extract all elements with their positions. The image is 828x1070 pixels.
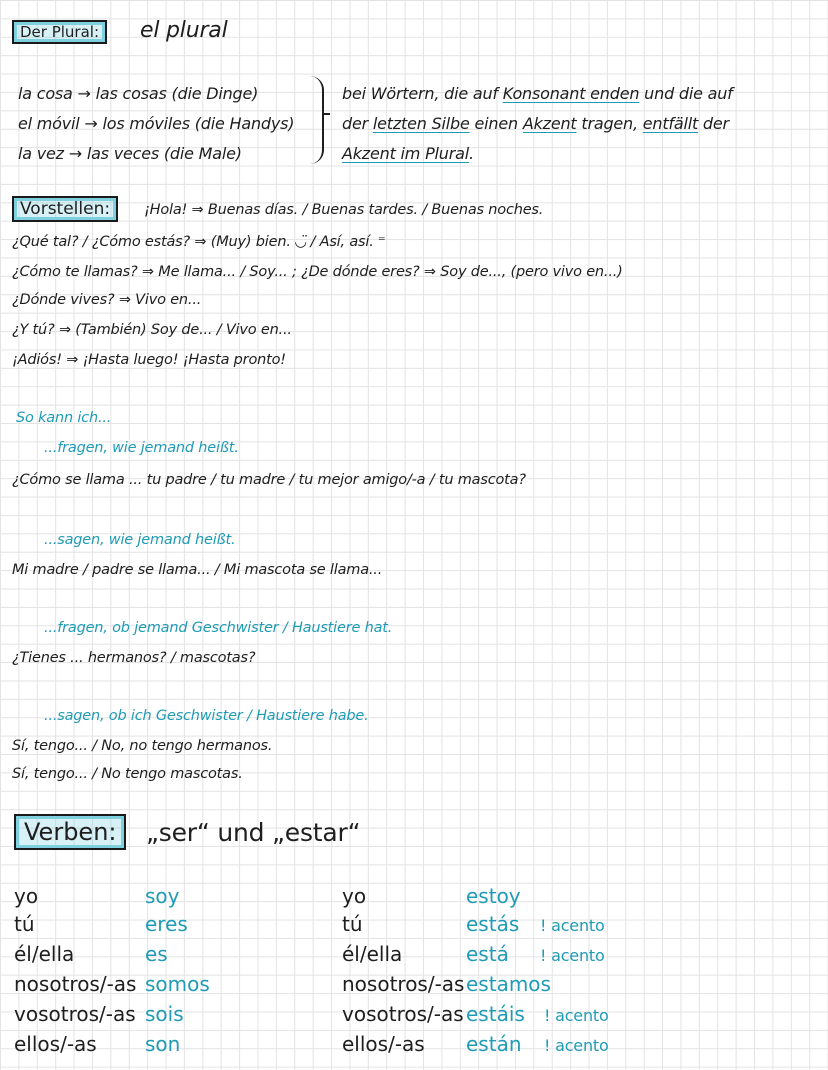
- accent-mark-icon: !: [540, 946, 547, 965]
- estar-pronoun-nosotros: nosotros/-as: [342, 972, 465, 996]
- plural-example-2: el móvil → los móviles (die Handys): [18, 114, 295, 133]
- ask-siblings-example: ¿Tienes ... hermanos? / mascotas?: [12, 650, 256, 666]
- intro-line-2: ¿Qué tal? / ¿Cómo estás? ⇒ (Muy) bien. ◡̈ / Así, así. ⁼: [12, 234, 386, 250]
- intro-line-6: ¡Adiós! ⇒ ¡Hasta luego! ¡Hasta pronto!: [12, 352, 286, 368]
- say-siblings-example-1: Sí, tengo... / No, no tengo hermanos.: [12, 738, 273, 754]
- estar-form-el: está: [466, 942, 509, 966]
- accent-note-estan: ! acento: [544, 1036, 609, 1055]
- ser-form-vosotros: sois: [145, 1002, 184, 1026]
- estar-form-yo: estoy: [466, 884, 521, 908]
- verbs-heading: Verben:: [14, 814, 126, 850]
- ser-pronoun-yo: yo: [14, 884, 39, 908]
- ser-pronoun-el: él/ella: [14, 942, 75, 966]
- estar-pronoun-el: él/ella: [342, 942, 403, 966]
- accent-mark-icon: !: [540, 916, 547, 935]
- accent-mark-icon: !: [544, 1036, 551, 1055]
- plural-heading: Der Plural:: [12, 20, 107, 44]
- estar-form-vosotros: estáis: [466, 1002, 525, 1026]
- ask-name-label: ...fragen, wie jemand heißt.: [44, 440, 239, 456]
- accent-note-esta: ! acento: [540, 946, 605, 965]
- estar-pronoun-tu: tú: [342, 912, 363, 936]
- intro-line-5: ¿Y tú? ⇒ (También) Soy de... / Vivo en...: [12, 322, 292, 338]
- intro-line-1: ¡Hola! ⇒ Buenas días. / Buenas tardes. / Buenas noches.: [144, 202, 544, 218]
- intro-line-4: ¿Dónde vives? ⇒ Vivo en...: [12, 292, 202, 308]
- ser-form-ellos: son: [145, 1032, 181, 1056]
- plural-rule-line-1: bei Wörtern, die auf Konsonant enden und die auf: [342, 84, 733, 103]
- estar-pronoun-vosotros: vosotros/-as: [342, 1002, 464, 1026]
- verbs-title: „ser“ und „estar“: [146, 818, 361, 847]
- ser-form-yo: soy: [145, 884, 180, 908]
- plural-example-3: la vez → las veces (die Male): [18, 144, 242, 163]
- plural-example-1: la cosa → las cosas (die Dinge): [18, 84, 259, 103]
- say-name-example: Mi madre / padre se llama... / Mi mascota se llama...: [12, 562, 383, 578]
- estar-pronoun-yo: yo: [342, 884, 367, 908]
- accent-mark-icon: !: [544, 1006, 551, 1025]
- ser-form-nosotros: somos: [145, 972, 210, 996]
- ser-pronoun-vosotros: vosotros/-as: [14, 1002, 136, 1026]
- say-name-label: ...sagen, wie jemand heißt.: [44, 532, 236, 548]
- say-siblings-example-2: Sí, tengo... / No tengo mascotas.: [12, 766, 243, 782]
- estar-form-nosotros: estamos: [466, 972, 551, 996]
- ask-siblings-label: ...fragen, ob jemand Geschwister / Haustiere hat.: [44, 620, 393, 636]
- ser-pronoun-tu: tú: [14, 912, 35, 936]
- plural-title: el plural: [140, 18, 228, 43]
- brace-tip: [322, 113, 330, 115]
- phrases-intro: So kann ich...: [16, 410, 112, 426]
- brace: [308, 76, 324, 164]
- plural-rule-line-2: der letzten Silbe einen Akzent tragen, entfällt der: [342, 114, 729, 133]
- ser-pronoun-nosotros: nosotros/-as: [14, 972, 137, 996]
- intro-line-3: ¿Cómo te llamas? ⇒ Me llama... / Soy... ; ¿De dónde eres? ⇒ Soy de..., (pero vivo en...): [12, 264, 623, 280]
- ser-pronoun-ellos: ellos/-as: [14, 1032, 97, 1056]
- ask-name-example: ¿Cómo se llama ... tu padre / tu madre / tu mejor amigo/-a / tu mascota?: [12, 472, 526, 488]
- plural-rule-line-3: Akzent im Plural.: [342, 144, 474, 163]
- intro-heading: Vorstellen:: [12, 196, 118, 222]
- estar-pronoun-ellos: ellos/-as: [342, 1032, 425, 1056]
- estar-form-ellos: están: [466, 1032, 522, 1056]
- estar-form-tu: estás: [466, 912, 520, 936]
- ser-form-tu: eres: [145, 912, 188, 936]
- say-siblings-label: ...sagen, ob ich Geschwister / Haustiere habe.: [44, 708, 369, 724]
- accent-note-estas: ! acento: [540, 916, 605, 935]
- ser-form-el: es: [145, 942, 168, 966]
- accent-note-estais: ! acento: [544, 1006, 609, 1025]
